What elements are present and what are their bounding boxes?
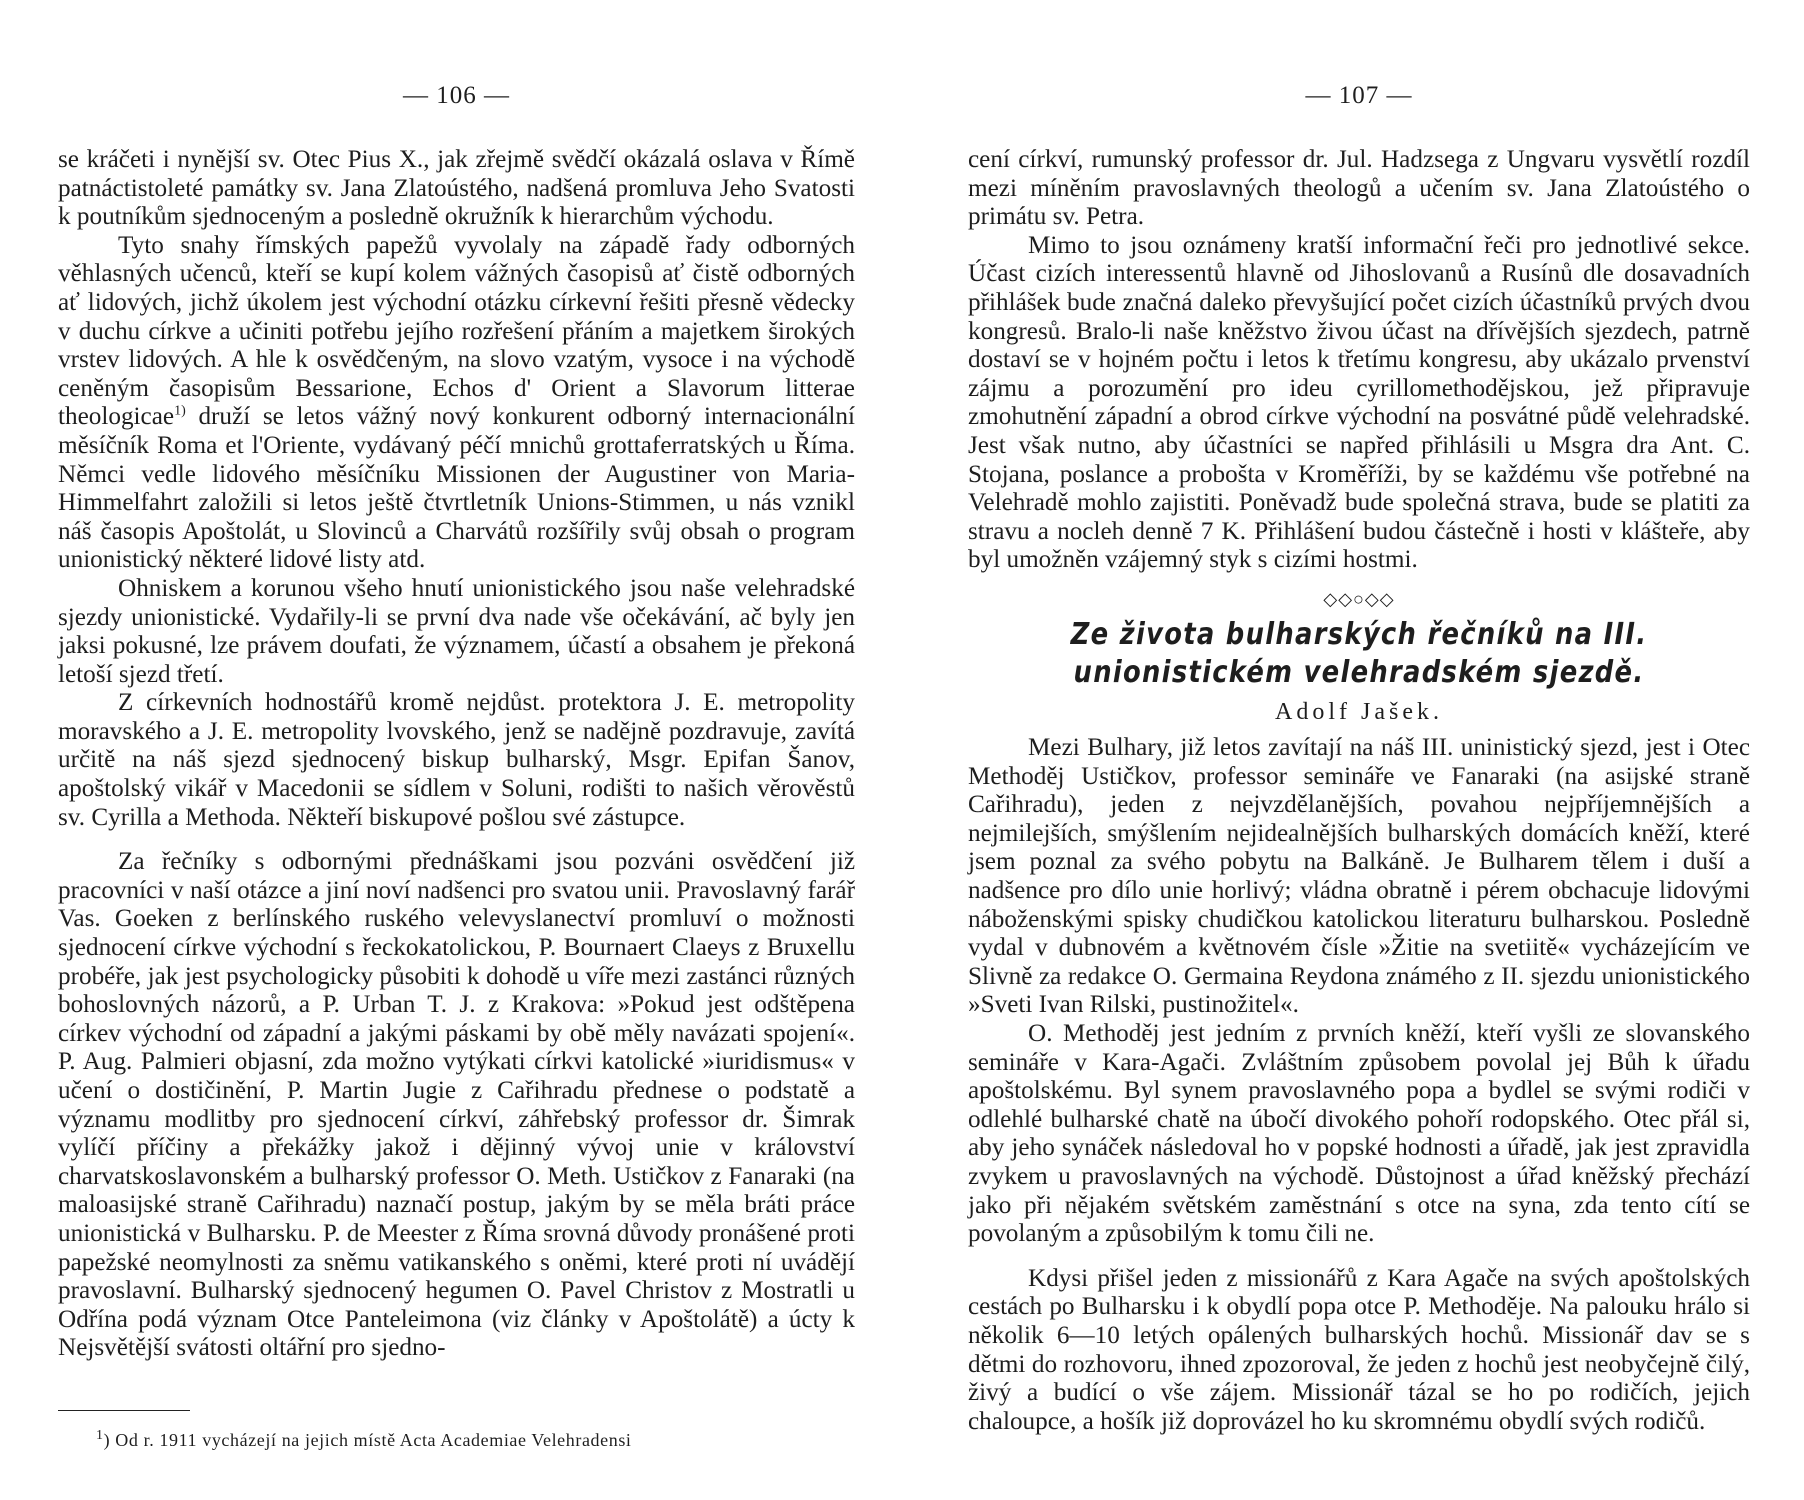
paragraph-text: Tyto snahy římských papežů vyvolaly na západě řady odborných věhlasných učenců, kteří se kupí kolem vážných časopisů ať čistě odborných ať lidových, jichž úkolem jest východní otázku církevní řešiti přesně vědecky v duchu církve a učiniti potřebu jejího rozřešení přáním a majetkem širokých vrstev lidových. A hle k osvědčeným, na slovo vzatým, vysoce i na východě ceněným časopisům Bessarione, Echos d' Orient a Slavorum litterae theologicae	[58, 231, 855, 431]
paragraph	[58, 232, 855, 575]
paragraph: O. Methoděj jest jedním z prvních kněží, kteří vyšli ze slovanského semináře v Kara-Agači. Zvláštním způsobem povolal jej Bůh k úřadu apoštolskému. Byl synem pravoslavného popa a bydlel se svými rodiči v odlehlé bulharské chatě na úbočí divokého pohoří rodopského. Otec přál si, aby jeho synáček následoval ho v popské hodnosti a úřadě, jak jest zpravidla zvykem u pravoslavných na východě. Důstojnost a úřad kněžský přechází jako při nějakém světském zaměstnání s otce na syna, zda tento cítí se povolaným a způsobilým k tomu čili ne.	[968, 1020, 1750, 1248]
section-ornament: ◇◇○◇◇	[1323, 588, 1395, 609]
footnote-marker: 1)	[174, 403, 186, 419]
right-page	[968, 0, 1750, 1500]
article-author: Adolf Jašek.	[1275, 698, 1443, 725]
footnote-text: ) Od r. 1911 vycházejí na jejich místě Acta Academiae Velehradensi	[103, 1430, 632, 1450]
paragraph: Mimo to jsou oznámeny kratší informační řeči pro jednotlivé sekce. Účast cizích interessentů hlavně od Jihoslovanů a Rusínů dle dosavadních přihlášek bude značná daleko převyšující počet cizích účastníků prvých dvou kongresů. Bralo-li naše kněžstvo živou účast na dřívějších sjezdech, patrně dostaví se v hojném počtu i letos k třetímu kongresu, aby ukázalo prvenství zájmu a porozumění pro ideu cyrillomethodějskou, jež připravuje zmohutnění západní a obrod církve východní na posvátné půdě velehradské. Jest však nutno, aby účastníci se napřed přihlásili u Msgra dra Ant. C. Stojana, poslance a probošta v Kroměříži, by se každému vše potřebné na Velehradě mohlo zajistiti. Poněvadž bude společná strava, bude se platiti za stravu a nocleh denně 7 K. Přihlášení budou částečně i hosti v klášteře, aby byl umožněn vzájemný styk s cizími hostmi.	[968, 231, 1750, 574]
paragraph: Ohniskem a korunou všeho hnutí unionistického jsou naše velehradské sjezdy unionistické. Vydařily-li se první dva nade vše očekávání, ač byly jen jaksi pokusné, lze právem doufati, že významem, účastí a obsahem je překoná letoší sjezd třetí.	[58, 574, 855, 688]
paragraph-text: druží se letos vážný nový konkurent odborný internacionální měsíčník Roma et l'Oriente, vydávaný péčí mnichů grottaferratských u Říma. Němci vedle lidového měsíčníku Missionen der Augustiner von Maria-Himmelfahrt založili si letos ještě čtvrtletník Unions-Stimmen, u nás vznikl náš časopis Apoštolát, u Slovinců a Charvátů rozšířily svůj obsah o program unionistický některé lidové listy atd.	[58, 403, 856, 574]
paragraph: Za řečníky s odbornými přednáškami jsou pozváni osvědčení již pracovníci v naší otázce a jiní noví nadšenci pro svatou unii. Pravoslavný farář Vas. Goeken z berlínského ruského velevyslanectví promluví o možnosti sjednocení církve východní s řeckokatolickou, P. Bournaert Claeys z Bruxellu probéře, jak jest psychologicky působiti k dohodě u víře mezi zastánci různých bohoslovných názorů, a P. Urban T. J. z Krakova: »Pokud jest odštěpena církev východní od západní a jakými páskami by obě měly navázati spojení«. P. Aug. Palmieri objasní, zda možno vytýkati církvi katolické »iuridismus« v učení o dostičinění, P. Martin Jugie z Cařihradu přednese o podstatě a významu modlitby pro sjednocení církví, záhřebský professor dr. Šimrak vylíčí příčiny a překážky jakož i dějinný vývoj unie v království charvatskoslavonském a bulharský professor O. Meth. Ustičkov z Fanaraki (na maloasijské straně Cařihradu) naznačí postup, jakým by se měla bráti práce unionistická v Bulharsku. P. de Meester z Říma srovná důvody pronášené proti papežské neomylnosti za sněmu vatikanského s oněmi, které proti ní uvádějí pravoslavní. Bulharský sjednocený hegumen O. Pavel Christov z Mostratli u Odřína podá význam Otce Panteleimona (viz články v Apoštolátě) a úcty k Nejsvětější svátosti oltářní pro sjedno-	[58, 848, 855, 1362]
left-page-body	[58, 146, 855, 1363]
right-page-body	[968, 146, 1750, 1436]
paragraph: Kdysi přišel jeden z missionářů z Kara Agače na svých apoštolských cestách po Bulharsku i k obydlí popa otce P. Methoděje. Na palouku hrálo si několik 6—10 letých opálených bulharských hochů. Missionář dav se s dětmi do rozhovoru, ihned zpozoroval, že jeden z hochů jest neobyčejně čilý, živý a budící o vše zájem. Missionář tázal se ho po rodičích, jejich chaloupce, a hošík již doprovázel ho ku skromnému obydlí svých rodičů.	[968, 1264, 1750, 1435]
footnote-divider	[58, 1410, 190, 1411]
page-number-right: — 107 —	[1305, 82, 1413, 109]
left-page	[58, 0, 855, 1500]
page-number-left: — 106 —	[403, 82, 510, 109]
paragraph: se kráčeti i nynější sv. Otec Pius X., jak zřejmě svědčí okázalá oslava v Římě patnáctistoleté památky sv. Jana Zlatoústého, nadšená promluva Jeho Svatosti k poutníkům sjednoceným a posledně okružník k hierarchům východu.	[58, 146, 855, 231]
footnote: $^1$) Od r. 1911 vycházejí na jejich místě Acta Academiae Velehradensi	[96, 1428, 632, 1450]
paragraph: Z církevních hodnostářů kromě nejdůst. protektora J. E. metropolity moravského a J. E. metropolity lvovského, jenž se nadějně pozdravuje, zavítá určitě na náš sjezd sjednocený biskup bulharský, Msgr. Epifan Šanov, apoštolský vikář v Macedonii se sídlem v Soluni, rodišti to našich věrověstů sv. Cyrilla a Methoda. Někteří biskupové pošlou své zástupce.	[58, 689, 855, 831]
article-title: Ze života bulharských řečníků na III. unionistickém velehradském sjezdě.	[1070, 616, 1648, 690]
paragraph: Mezi Bulhary, již letos zavítají na náš III. uninistický sjezd, jest i Otec Methoděj Ustičkov, professor semináře ve Fanaraki (na asijské straně Cařihradu), jeden z nejvzdělanějších, povahou nejpříjemnějších a nejmilejších, smýšlením nejidealnějších bulharských domácích kněží, které jsem poznal za svého pobytu na Balkáně. Je Bulharem tělem i duší a nadšence pro dílo unie horlivý; vládna obratně i pérem obchacuje lidovými náboženskými spisky chudičkou katolickou literaturu bulharskou. Posledně vydal v dubnovém a květnovém čísle »Žitie na svetiitě« vycházejícím ve Slivně za redakce O. Germaina Reydona známého z II. sjezdu unionistického »Sveti Ivan Rilski, pustinožitel«.	[968, 734, 1750, 1019]
paragraph: cení církví, rumunský professor dr. Jul. Hadzsega z Ungvaru vysvětlí rozdíl mezi míněním pravoslavných theologů a učením sv. Jana Zlatoústého o primátu sv. Petra.	[968, 146, 1750, 231]
